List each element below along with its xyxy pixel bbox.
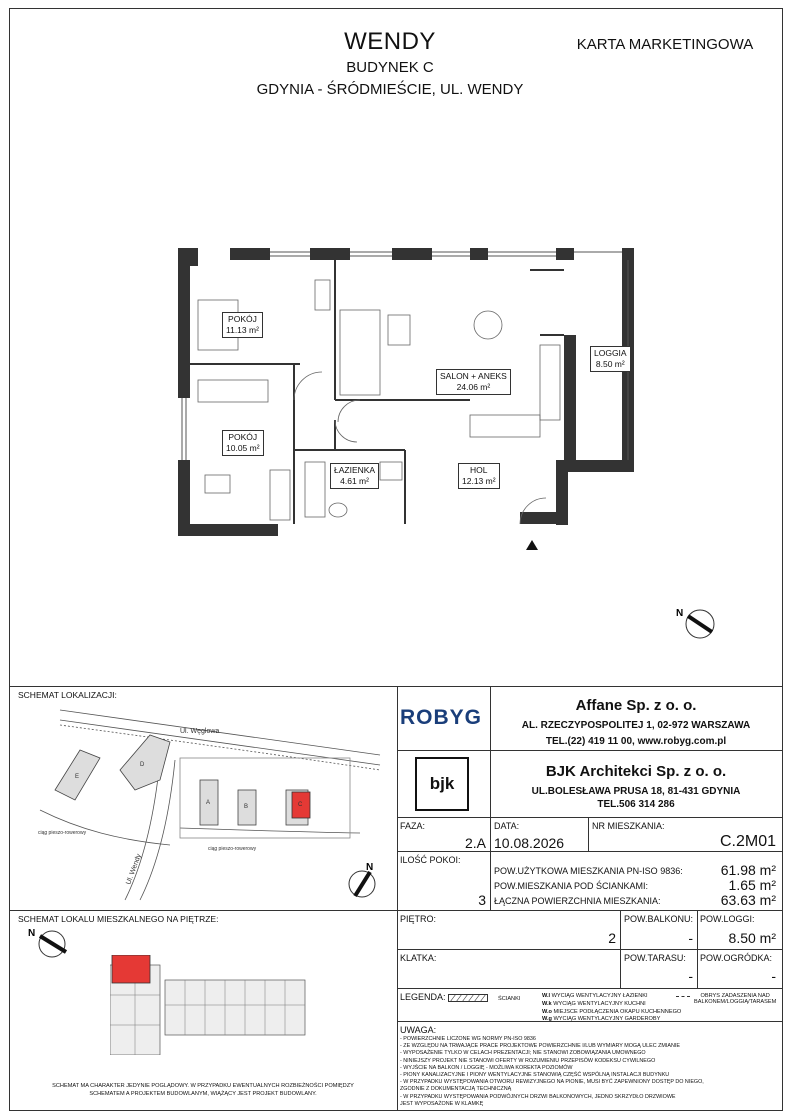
location-map — [20, 700, 390, 905]
stair-label: KLATKA: — [400, 953, 437, 963]
nr-label: NR MIESZKANIA: — [592, 821, 665, 831]
legend-wk: W.k WYCIĄG WENTYLACYJNY KUCHNI — [542, 1001, 646, 1007]
outline-dash-icon — [676, 996, 690, 998]
apartment-highlight — [112, 955, 150, 983]
floor-scheme-title: SCHEMAT LOKALU MIESZKALNEGO NA PIĘTRZE: — [18, 914, 219, 924]
faza-label: FAZA: — [400, 821, 426, 831]
project-title: WENDY — [344, 28, 436, 55]
garden-value: - — [771, 968, 776, 984]
balcony-value: - — [688, 930, 693, 946]
svg-text:N: N — [676, 608, 684, 619]
area-slope-label: POW.MIESZKANIA POD ŚCIANKAMI: — [494, 881, 649, 891]
architect-name: BJK Architekci Sp. z o. o. — [545, 763, 727, 780]
svg-text:ciąg pieszo-rowerowy: ciąg pieszo-rowerowy — [38, 830, 87, 836]
robyg-logo: ROBYG — [400, 706, 483, 729]
location-north-icon — [340, 860, 385, 905]
card-type-label: KARTA MARKETINGOWA — [576, 36, 754, 53]
floor-scheme-disclaimer: SCHEMAT MA CHARAKTER JEDYNIE POGLĄDOWY. W PRZYPADKU EWENTUALNYCH ROZBIEŻNOŚCI POMIĘDZY SCHEMATEM A PROJEKTEM BUDOWLANYM, WIĄŻĄCY JEST PROJEKT BUDOWLANY. — [52, 1083, 354, 1097]
legend-wo: W.o MIEJSCE PODŁĄCZENIA OKAPU KUCHENNEGO — [542, 1009, 682, 1015]
data-value: 10.08.2026 — [494, 835, 565, 851]
notes-title: UWAGA: — [400, 1025, 437, 1035]
terrace-value: - — [688, 968, 693, 984]
north-arrow-icon — [672, 604, 722, 644]
entrance-arrow-icon — [526, 540, 538, 550]
svg-text:D: D — [140, 762, 145, 768]
balcony-label: POW.BALKONU: — [624, 914, 694, 924]
legend-walls: ŚCIANKI — [498, 996, 521, 1002]
garden-label: POW.OGRÓDKA: — [700, 953, 773, 963]
address-label: GDYNIA - ŚRÓDMIEŚCIE, UL. WENDY — [256, 81, 524, 98]
svg-text:ciąg pieszo-rowerowy: ciąg pieszo-rowerowy — [208, 846, 257, 852]
company-address: AL. RZECZYPOSPOLITEJ 1, 02-972 WARSZAWA — [521, 720, 751, 731]
room-label-hol: HOL 12.13 m² — [458, 463, 500, 489]
legend-outline: OBRYS ZADASZENIA NAD BALKONEM/LOGGIĄ/TARASEM — [694, 993, 777, 1005]
svg-text:N: N — [28, 928, 36, 939]
room-label-pokoj-2: POKÓJ 10.05 m² — [222, 430, 264, 456]
area-use-label: POW.UŻYTKOWA MIESZKANIA PN-ISO 9836: — [494, 866, 683, 876]
floor-scheme-map — [110, 955, 310, 1055]
svg-text:Ul. Wendy: Ul. Wendy — [125, 853, 143, 886]
company-contact: TEL.(22) 419 11 00, www.robyg.com.pl — [545, 736, 727, 747]
area-total-label: ŁĄCZNA POWIERZCHNIA MIESZKANIA: — [494, 896, 661, 906]
architect-phone: TEL.506 314 286 — [597, 799, 675, 810]
faza-value: 2.A — [464, 835, 486, 851]
windows — [182, 252, 628, 460]
rooms-label: ILOŚĆ POKOI: — [400, 855, 461, 865]
bjk-logo: bjk — [415, 757, 469, 811]
data-label: DATA: — [494, 821, 520, 831]
svg-text:C: C — [298, 802, 303, 808]
room-label-pokoj-1: POKÓJ 11.13 m² — [222, 312, 263, 338]
loggia-value: 8.50 m² — [728, 930, 776, 946]
room-label-lazienka: ŁAZIENKA 4.61 m² — [330, 463, 379, 489]
svg-text:N: N — [366, 862, 374, 873]
company-name: Affane Sp. z o. o. — [575, 697, 697, 714]
svg-text:E: E — [75, 774, 80, 780]
area-slope-value: 1.65 m² — [728, 877, 776, 893]
floor-label: PIĘTRO: — [400, 914, 437, 924]
architect-address: UL.BOLESŁAWA PRUSA 18, 81-431 GDYNIA — [531, 786, 741, 797]
svg-text:B: B — [244, 804, 249, 810]
floor-scheme-north-icon — [28, 924, 78, 964]
room-label-salon: SALON + ANEKS 24.06 m² — [436, 369, 511, 395]
area-total-value: 63.63 m² — [720, 892, 776, 908]
floor-plan — [170, 240, 650, 550]
loggia-label: POW.LOGGI: — [700, 914, 755, 924]
location-scheme-title: SCHEMAT LOKALIZACJI: — [18, 690, 117, 700]
walls-hatch-icon — [448, 994, 488, 1002]
legend-title: LEGENDA: — [400, 992, 446, 1002]
building-label: BUDYNEK C — [346, 59, 434, 76]
nr-value: C.2M01 — [719, 833, 776, 850]
area-use-value: 61.98 m² — [720, 862, 776, 878]
legend-wl: W.l WYCIĄG WENTYLACYJNY ŁAZIENKI — [542, 993, 648, 999]
room-label-loggia: LOGGIA 8.50 m² — [590, 346, 631, 372]
svg-text:Ul. Węglowa: Ul. Węglowa — [180, 728, 220, 735]
svg-text:A: A — [206, 800, 211, 806]
rooms-value: 3 — [478, 892, 486, 908]
notes-list: - POWIERZCHNIE LICZONE WG NORMY PN-ISO 9836 - ZE WZGLĘDU NA TRWAJĄCE PRACE PROJEKTOWE POWIERZCHNIE I/LUB WYMIARY MOGĄ ULEC ZMIANIE - WYPOSAŻENIE TYLKO W CELACH PREZENTACJI; NIE STANOWI ZOBOWIĄZANIA UMOWNEGO - NINIEJSZY PROJEKT NIE STANOWI OFERTY W ROZUMIENIU PRZEPISÓW KODEKSU CYWILNEGO - WYJŚCIE NA BALKON / LOGGIĘ - MOŻLIWA KOREKTA POZIOMÓW - PIONY KANALIZACYJNE I PIONY WENTYLACYJNE STANOWIĄ CZĘŚĆ WSPÓLNĄ INSTALACJI BUDYNKU - W PRZYPADKU WYSTĘPOWANIA OTWORU REWIZYJNEGO NA PIONIE, MUSI BYĆ ZAPEWNIONY DOSTĘP DO NIEGO, ZGODNIE Z DOKUMENTACJĄ TECHNICZNĄ - W PRZYPADKU WYSTĘPOWANIA PODWÓJNYCH DRZWI BALKONOWYCH, JEDNO SKRZYDŁO DRZWIOWE JEST WYPOSAŻONE W KLAMKĘ — [400, 1036, 704, 1107]
terrace-label: POW.TARASU: — [624, 953, 686, 963]
legend-wg: W.g WYCIĄG WENTYLACYJNY GARDEROBY — [542, 1016, 661, 1022]
floor-value: 2 — [608, 930, 616, 946]
